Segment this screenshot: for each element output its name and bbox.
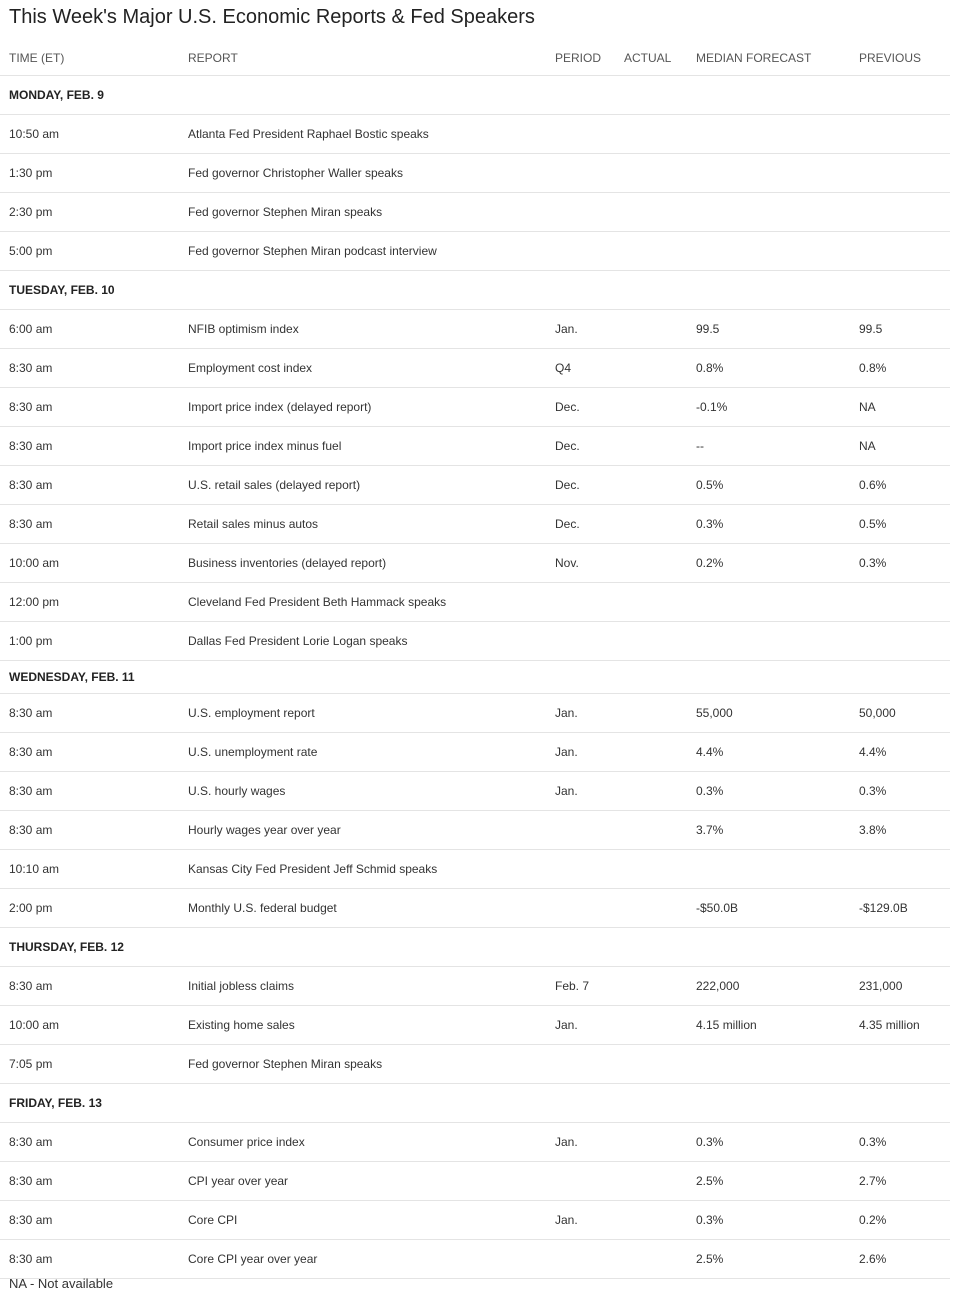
time-cell: 8:30 am [9, 745, 53, 759]
time-cell: 8:30 am [9, 1174, 53, 1188]
report-cell: Fed governor Stephen Miran speaks [188, 205, 383, 219]
day-header-row [0, 76, 950, 115]
period-cell: Jan. [555, 1135, 578, 1149]
report-cell: Fed governor Christopher Waller speaks [188, 166, 403, 180]
period-cell: Dec. [555, 478, 580, 492]
day-header-row [0, 928, 950, 967]
report-cell: Fed governor Stephen Miran podcast interview [188, 244, 437, 258]
report-cell: NFIB optimism index [188, 322, 299, 336]
time-cell: 10:00 am [9, 556, 60, 570]
table-header [0, 40, 950, 76]
median-forecast-cell: 0.8% [696, 361, 724, 375]
period-cell: Dec. [555, 400, 580, 414]
time-cell: 8:30 am [9, 400, 53, 414]
report-cell: Employment cost index [188, 361, 313, 375]
table-row [0, 733, 950, 772]
median-forecast-cell: 4.4% [696, 745, 724, 759]
day-header-row [0, 271, 950, 310]
report-cell: Cleveland Fed President Beth Hammack speaks [188, 595, 447, 609]
report-cell: Hourly wages year over year [188, 823, 341, 837]
table-row [0, 544, 950, 583]
previous-cell: 0.3% [859, 1135, 887, 1149]
period-cell: Nov. [555, 556, 579, 570]
previous-cell: 4.35 million [859, 1018, 920, 1032]
day-header-row [0, 1084, 950, 1123]
day-label: WEDNESDAY, FEB. 11 [9, 670, 135, 684]
report-cell: Dallas Fed President Lorie Logan speaks [188, 634, 408, 648]
period-cell: Jan. [555, 322, 578, 336]
median-forecast-cell: 0.3% [696, 1213, 724, 1227]
time-cell: 8:30 am [9, 979, 53, 993]
day-label: TUESDAY, FEB. 10 [9, 283, 115, 297]
table-row [0, 1123, 950, 1162]
table-row [0, 1162, 950, 1201]
table-row [0, 154, 950, 193]
column-header-period: PERIOD [555, 50, 602, 65]
period-cell: Jan. [555, 784, 578, 798]
report-cell: Import price index minus fuel [188, 439, 342, 453]
time-cell: 10:10 am [9, 862, 60, 876]
table-row [0, 349, 950, 388]
day-label: MONDAY, FEB. 9 [9, 88, 104, 102]
footnote: NA - Not available [9, 1276, 114, 1291]
time-cell: 10:00 am [9, 1018, 60, 1032]
median-forecast-cell: 99.5 [696, 322, 720, 336]
time-cell: 8:30 am [9, 706, 53, 720]
column-header-report: REPORT [188, 50, 238, 65]
table-row [0, 115, 950, 154]
report-cell: CPI year over year [188, 1174, 289, 1188]
report-cell: Initial jobless claims [188, 979, 295, 993]
report-cell: Monthly U.S. federal budget [188, 901, 337, 915]
report-cell: Core CPI year over year [188, 1252, 318, 1266]
period-cell: Feb. 7 [555, 979, 590, 993]
time-cell: 8:30 am [9, 478, 53, 492]
table-row [0, 583, 950, 622]
previous-cell: 4.4% [859, 745, 887, 759]
previous-cell: 0.3% [859, 784, 887, 798]
table-row [0, 310, 950, 349]
table-body [0, 76, 950, 1279]
table-row [0, 193, 950, 232]
table-row [0, 622, 950, 661]
period-cell: Jan. [555, 745, 578, 759]
time-cell: 8:30 am [9, 1252, 53, 1266]
previous-cell: 3.8% [859, 823, 887, 837]
median-forecast-cell: 2.5% [696, 1174, 724, 1188]
previous-cell: NA [859, 400, 876, 414]
median-forecast-cell: 0.3% [696, 1135, 724, 1149]
day-label: FRIDAY, FEB. 13 [9, 1096, 102, 1110]
time-cell: 2:30 pm [9, 205, 53, 219]
economic-calendar-table [0, 40, 950, 1279]
median-forecast-cell: -- [696, 439, 704, 453]
column-header-previous: PREVIOUS [859, 50, 922, 65]
report-cell: Existing home sales [188, 1018, 295, 1032]
report-cell: Core CPI [188, 1213, 238, 1227]
report-cell: U.S. employment report [188, 706, 315, 720]
previous-cell: 0.2% [859, 1213, 887, 1227]
time-cell: 6:00 am [9, 322, 53, 336]
median-forecast-cell: 0.5% [696, 478, 724, 492]
previous-cell: 2.6% [859, 1252, 887, 1266]
previous-cell: 0.5% [859, 517, 887, 531]
report-cell: U.S. unemployment rate [188, 745, 318, 759]
previous-cell: -$129.0B [859, 901, 908, 915]
report-cell: U.S. retail sales (delayed report) [188, 478, 361, 492]
report-cell: Consumer price index [188, 1135, 305, 1149]
report-cell: Atlanta Fed President Raphael Bostic speaks [188, 127, 429, 141]
previous-cell: 50,000 [859, 706, 896, 720]
table-row [0, 811, 950, 850]
period-cell: Jan. [555, 706, 578, 720]
column-header-actual: ACTUAL [624, 50, 672, 65]
column-header-time: TIME (ET) [9, 50, 65, 65]
time-cell: 8:30 am [9, 439, 53, 453]
time-cell: 8:30 am [9, 823, 53, 837]
report-cell: Import price index (delayed report) [188, 400, 372, 414]
previous-cell: 0.8% [859, 361, 887, 375]
table-row [0, 427, 950, 466]
time-cell: 5:00 pm [9, 244, 53, 258]
time-cell: 8:30 am [9, 517, 53, 531]
period-cell: Q4 [555, 361, 572, 375]
table-row [0, 1240, 950, 1279]
previous-cell: 231,000 [859, 979, 903, 993]
table-row [0, 967, 950, 1006]
median-forecast-cell: 55,000 [696, 706, 733, 720]
day-header-row [0, 661, 950, 694]
table-row [0, 1045, 950, 1084]
time-cell: 1:30 pm [9, 166, 53, 180]
previous-cell: 99.5 [859, 322, 883, 336]
period-cell: Dec. [555, 517, 580, 531]
time-cell: 8:30 am [9, 784, 53, 798]
previous-cell: 0.6% [859, 478, 887, 492]
report-cell: Business inventories (delayed report) [188, 556, 387, 570]
day-label: THURSDAY, FEB. 12 [9, 940, 124, 954]
table-row [0, 466, 950, 505]
time-cell: 12:00 pm [9, 595, 60, 609]
median-forecast-cell: 3.7% [696, 823, 724, 837]
table-row [0, 1201, 950, 1240]
period-cell: Jan. [555, 1213, 578, 1227]
table-row [0, 1006, 950, 1045]
time-cell: 2:00 pm [9, 901, 53, 915]
median-forecast-cell: 0.3% [696, 784, 724, 798]
time-cell: 7:05 pm [9, 1057, 53, 1071]
median-forecast-cell: 0.3% [696, 517, 724, 531]
table-row [0, 772, 950, 811]
previous-cell: NA [859, 439, 876, 453]
median-forecast-cell: 4.15 million [696, 1018, 757, 1032]
table-row [0, 388, 950, 427]
time-cell: 10:50 am [9, 127, 60, 141]
report-cell: Retail sales minus autos [188, 517, 319, 531]
time-cell: 8:30 am [9, 361, 53, 375]
median-forecast-cell: 2.5% [696, 1252, 724, 1266]
median-forecast-cell: -$50.0B [696, 901, 739, 915]
table-row [0, 232, 950, 271]
table-row [0, 889, 950, 928]
column-header-median-forecast: MEDIAN FORECAST [696, 50, 812, 65]
table-row [0, 505, 950, 544]
table-row [0, 694, 950, 733]
period-cell: Dec. [555, 439, 580, 453]
median-forecast-cell: 222,000 [696, 979, 740, 993]
time-cell: 8:30 am [9, 1135, 53, 1149]
report-cell: U.S. hourly wages [188, 784, 286, 798]
page-title: This Week's Major U.S. Economic Reports & Fed Speakers [9, 6, 535, 28]
report-cell: Fed governor Stephen Miran speaks [188, 1057, 383, 1071]
table-row [0, 850, 950, 889]
previous-cell: 0.3% [859, 556, 887, 570]
report-cell: Kansas City Fed President Jeff Schmid speaks [188, 862, 438, 876]
median-forecast-cell: 0.2% [696, 556, 724, 570]
time-cell: 1:00 pm [9, 634, 53, 648]
median-forecast-cell: -0.1% [696, 400, 728, 414]
time-cell: 8:30 am [9, 1213, 53, 1227]
previous-cell: 2.7% [859, 1174, 887, 1188]
period-cell: Jan. [555, 1018, 578, 1032]
